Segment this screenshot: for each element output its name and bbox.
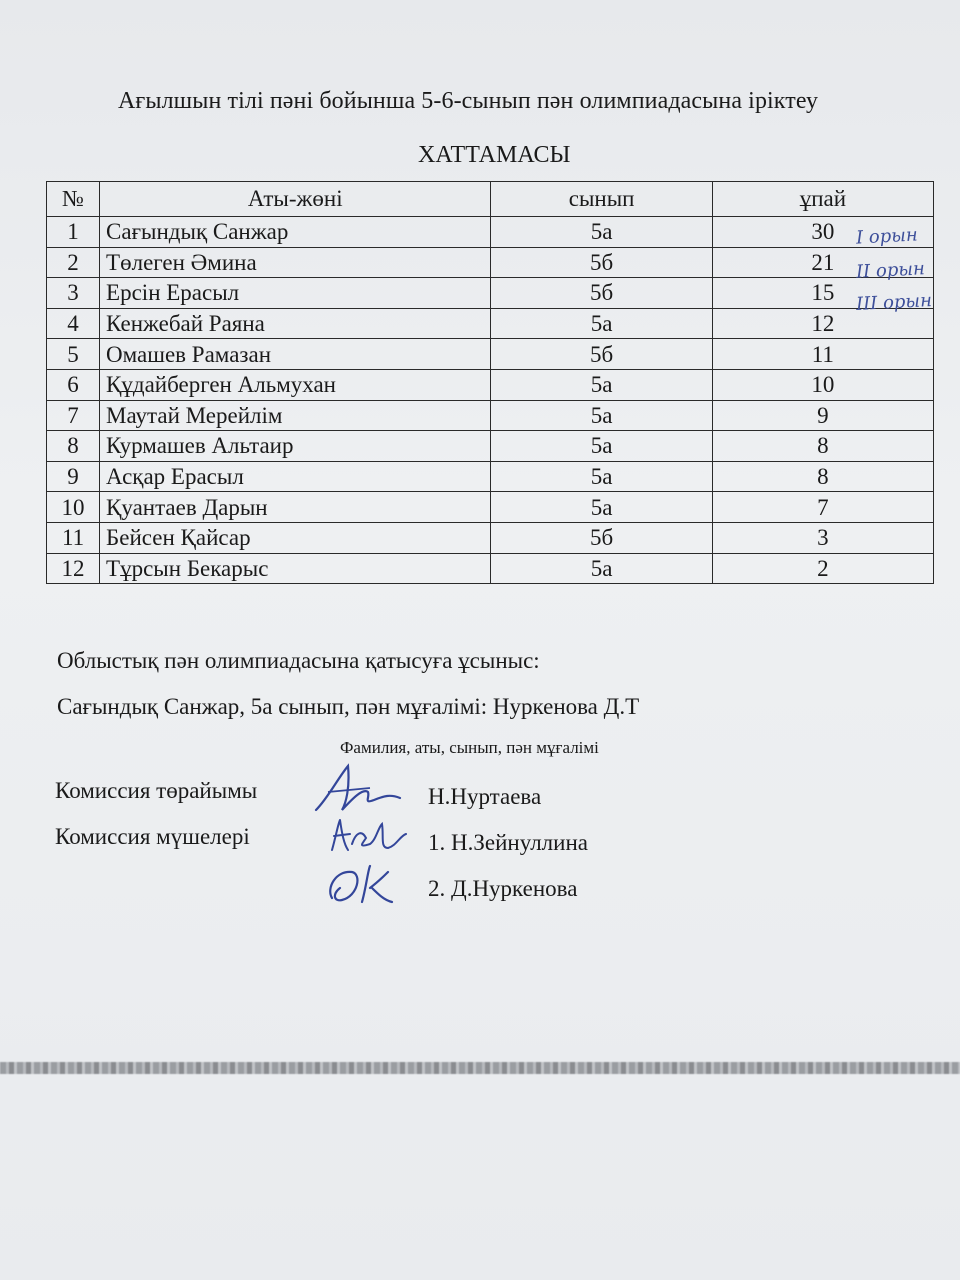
header-score: ұпай bbox=[712, 182, 933, 217]
table-row bbox=[47, 369, 934, 400]
row-score: 21 bbox=[712, 247, 933, 278]
row-number: 12 bbox=[47, 553, 100, 584]
handwritten-place-3: III орын bbox=[855, 290, 933, 315]
row-number: 11 bbox=[47, 522, 100, 553]
table-row bbox=[47, 339, 934, 370]
row-number: 7 bbox=[47, 400, 100, 431]
row-score: 8 bbox=[712, 431, 933, 462]
table-header-row bbox=[47, 182, 934, 217]
row-class: 5б bbox=[491, 339, 712, 370]
row-class: 5а bbox=[491, 400, 712, 431]
table-row bbox=[47, 278, 934, 309]
row-class: 5а bbox=[491, 431, 712, 462]
recommendation-heading: Облыстық пән олимпиадасына қатысуға ұсыныс: bbox=[57, 648, 540, 673]
scan-artifact-line bbox=[0, 1062, 960, 1074]
row-name: Қуантаев Дарын bbox=[100, 492, 491, 523]
row-name: Асқар Ерасыл bbox=[100, 461, 491, 492]
row-name: Төлеген Әмина bbox=[100, 247, 491, 278]
table-row bbox=[47, 400, 934, 431]
table-row bbox=[47, 461, 934, 492]
row-name: Тұрсын Бекарыс bbox=[100, 553, 491, 584]
member-2-name: 2. Д.Нуркенова bbox=[428, 876, 578, 901]
row-number: 10 bbox=[47, 492, 100, 523]
row-score: 9 bbox=[712, 400, 933, 431]
row-number: 8 bbox=[47, 431, 100, 462]
row-score: 7 bbox=[712, 492, 933, 523]
table-row bbox=[47, 217, 934, 248]
chair-label: Комиссия төрайымы bbox=[55, 778, 258, 803]
chair-name: Н.Нуртаева bbox=[428, 784, 542, 809]
row-score: 8 bbox=[712, 461, 933, 492]
row-number: 1 bbox=[47, 217, 100, 248]
table-row bbox=[47, 492, 934, 523]
table-row bbox=[47, 431, 934, 462]
row-number: 3 bbox=[47, 278, 100, 309]
members-label: Комиссия мүшелері bbox=[55, 824, 250, 849]
row-number: 5 bbox=[47, 339, 100, 370]
row-class: 5а bbox=[491, 369, 712, 400]
row-name: Курмашев Альтаир bbox=[100, 431, 491, 462]
row-number: 9 bbox=[47, 461, 100, 492]
header-class: сынып bbox=[491, 182, 712, 217]
row-number: 4 bbox=[47, 308, 100, 339]
document-title: Ағылшын тілі пәні бойынша 5-6-сынып пән олимпиадасына іріктеу bbox=[118, 88, 819, 114]
row-name: Сағындық Санжар bbox=[100, 217, 491, 248]
row-name: Омашев Рамазан bbox=[100, 339, 491, 370]
document-subtitle: ХАТТАМАСЫ bbox=[418, 142, 571, 168]
table-row bbox=[47, 247, 934, 278]
row-name: Бейсен Қайсар bbox=[100, 522, 491, 553]
row-class: 5б bbox=[491, 278, 712, 309]
row-class: 5а bbox=[491, 461, 712, 492]
row-score: 11 bbox=[712, 339, 933, 370]
row-class: 5а bbox=[491, 217, 712, 248]
row-number: 2 bbox=[47, 247, 100, 278]
row-number: 6 bbox=[47, 369, 100, 400]
row-name: Құдайберген Альмухан bbox=[100, 369, 491, 400]
row-score: 3 bbox=[712, 522, 933, 553]
recommendation-text: Сағындық Санжар, 5а сынып, пән мұғалімі: Нуркенова Д.Т bbox=[57, 694, 640, 719]
member-1-signature bbox=[326, 814, 416, 858]
handwritten-place-2: II орын bbox=[855, 258, 926, 283]
row-class: 5б bbox=[491, 522, 712, 553]
row-score: 2 bbox=[712, 553, 933, 584]
row-class: 5б bbox=[491, 247, 712, 278]
header-number: № bbox=[47, 182, 100, 217]
row-name: Ерсін Ерасыл bbox=[100, 278, 491, 309]
row-score: 12 bbox=[712, 308, 933, 339]
member-1-name: 1. Н.Зейнуллина bbox=[428, 830, 588, 855]
row-class: 5а bbox=[491, 553, 712, 584]
table-row bbox=[47, 553, 934, 584]
table-row bbox=[47, 308, 934, 339]
chair-signature bbox=[308, 758, 408, 818]
member-2-signature bbox=[322, 858, 412, 910]
row-class: 5а bbox=[491, 308, 712, 339]
row-score: 15 bbox=[712, 278, 933, 309]
header-name: Аты-жөні bbox=[100, 182, 491, 217]
row-name: Маутай Мерейлім bbox=[100, 400, 491, 431]
row-score: 10 bbox=[712, 369, 933, 400]
results-table bbox=[46, 181, 934, 584]
handwritten-place-1: I орын bbox=[855, 224, 919, 249]
recommendation-caption: Фамилия, аты, сынып, пән мұғалімі bbox=[340, 738, 599, 757]
row-score: 30 bbox=[712, 217, 933, 248]
row-class: 5а bbox=[491, 492, 712, 523]
row-name: Кенжебай Раяна bbox=[100, 308, 491, 339]
table-row bbox=[47, 522, 934, 553]
